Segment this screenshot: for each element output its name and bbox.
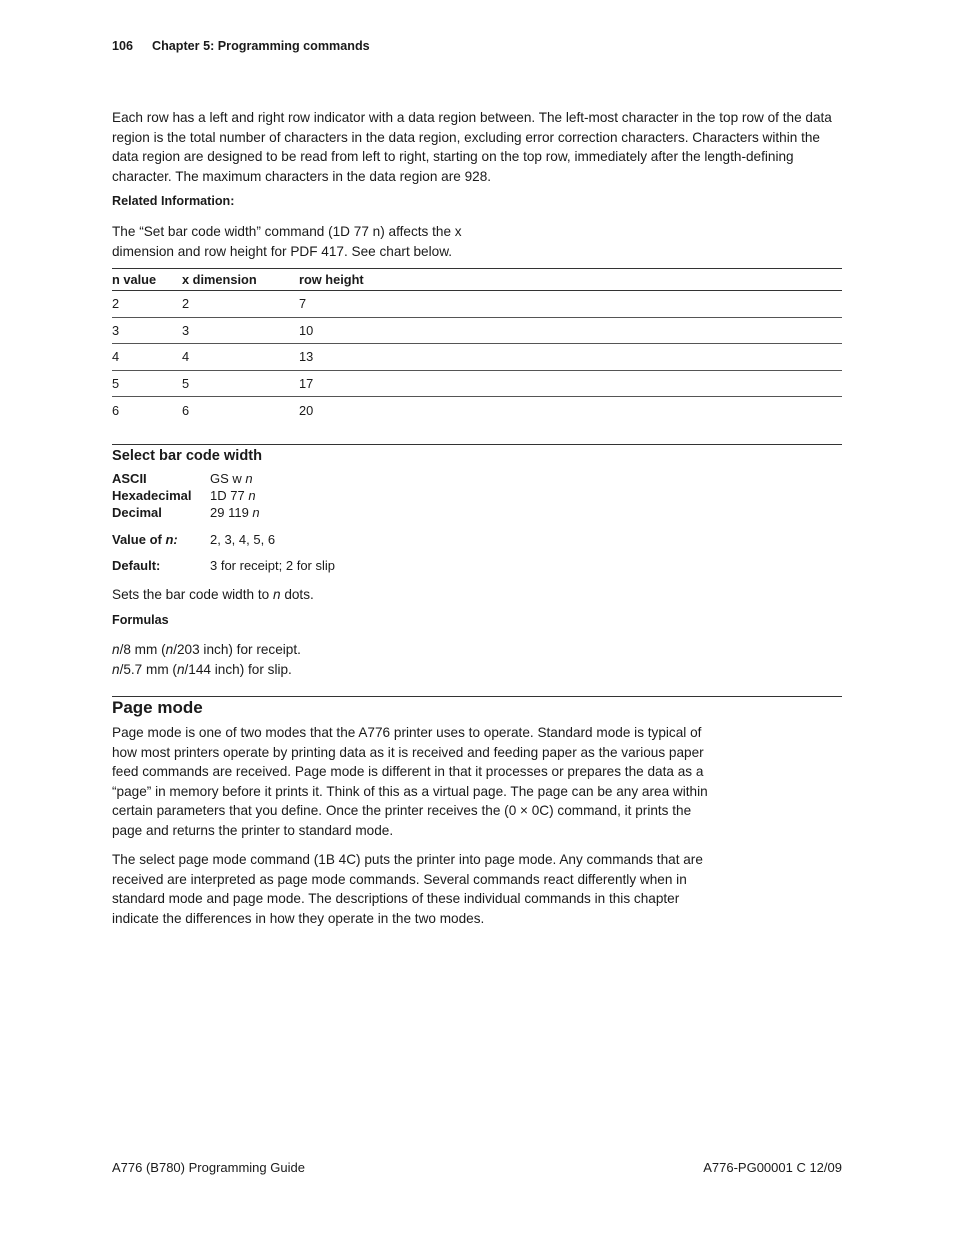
hex-row	[112, 488, 512, 505]
barcode-width-table	[112, 268, 842, 423]
section-divider	[112, 444, 842, 445]
decimal-row	[112, 505, 512, 522]
cell-x-dimension: 4	[182, 344, 299, 371]
default-row	[112, 558, 335, 573]
cell-row-height: 13	[299, 344, 842, 371]
default-label: Default:	[112, 558, 161, 573]
page-mode-paragraph-1: Page mode is one of two modes that the A776 printer uses to operate. Standard mode is typical of how most printers operate by printing data as it is received and feeding paper as the various paper feed commands are received. Page mode is different in that it processes or prepares the data as a “page” in memory before it prints it. Think of this as a virtual page. The page can be any area within certain parameters that you define. Once the printer receives the (0 × 0C) command, it prints the page and returns the printer to standard mode.	[112, 725, 708, 838]
col-header-row-height: row height	[299, 269, 842, 291]
value-of-n-row	[112, 532, 275, 547]
table-row	[112, 344, 842, 371]
command-description: Sets the bar code width to n dots.	[112, 587, 314, 602]
decimal-label: Decimal	[112, 505, 162, 521]
page-number: 106	[112, 39, 134, 53]
footer-document-id: A776-PG00001 C 12/09	[703, 1160, 842, 1175]
table-header-row	[112, 269, 842, 291]
table-row	[112, 317, 842, 344]
cell-x-dimension: 5	[182, 370, 299, 397]
ascii-value: GS w n	[210, 471, 253, 486]
intro-paragraph: Each row has a left and right row indicator with a data region between. The left-most character in the top row of the data region is the total number of characters in the data region, excluding error correction characters. Characters within the data region are designed to be read from left to right, starting on the top row, immediately after the length-defining character. The maximum characters in the data region are 928.	[112, 110, 832, 184]
hex-value: 1D 77 n	[210, 488, 256, 504]
chapter-title: Chapter 5: Programming commands	[152, 39, 370, 53]
value-label: Value of n:	[112, 532, 178, 547]
page-mode-title: Page mode	[112, 698, 203, 717]
page-header	[112, 39, 370, 53]
ascii-row	[112, 471, 512, 488]
formula-slip: n/5.7 mm (n/144 inch) for slip.	[112, 662, 292, 677]
table-row	[112, 291, 842, 318]
hex-label: Hexadecimal	[112, 488, 192, 504]
table-row	[112, 370, 842, 397]
footer-guide-title: A776 (B780) Programming Guide	[112, 1160, 305, 1175]
col-header-n-value: n value	[112, 269, 182, 291]
cell-n-value: 5	[112, 370, 182, 397]
command-codes	[112, 471, 512, 523]
ascii-label: ASCII	[112, 471, 147, 486]
cell-n-value: 6	[112, 402, 120, 418]
formula-receipt: n/8 mm (n/203 inch) for receipt.	[112, 642, 301, 657]
cell-x-dimension: 2	[182, 291, 299, 318]
cell-row-height: 7	[299, 291, 842, 318]
cell-n-value: 3	[112, 317, 182, 344]
cell-row-height: 17	[299, 370, 842, 397]
table-row	[112, 397, 842, 423]
col-header-x-dimension: x dimension	[182, 269, 299, 291]
page-mode-paragraph-2: The select page mode command (1B 4C) puts the printer into page mode. Any commands that are received are interpreted as page mode commands. Several commands react differently when in standard mode and page mode. The descriptions of these individual commands in this chapter indicate the differences in how they operate in the two modes.	[112, 852, 703, 926]
cell-row-height: 20	[299, 402, 314, 418]
cell-x-dimension: 6	[182, 402, 190, 418]
cell-row-height: 10	[299, 317, 842, 344]
decimal-value: 29 119 n	[210, 505, 260, 521]
cell-x-dimension: 3	[182, 317, 299, 344]
related-info-text: The “Set bar code width” command (1D 77 n) affects the x dimension and row height for PDF 417. See chart below.	[112, 224, 462, 259]
cell-n-value: 2	[112, 291, 182, 318]
default-text: 3 for receipt; 2 for slip	[210, 558, 335, 573]
command-title: Select bar code width	[112, 448, 263, 464]
related-info-heading: Related Information:	[112, 194, 235, 208]
value-text: 2, 3, 4, 5, 6	[210, 532, 276, 547]
section-divider	[112, 696, 842, 697]
formulas-heading: Formulas	[112, 613, 169, 627]
cell-n-value: 4	[112, 344, 182, 371]
